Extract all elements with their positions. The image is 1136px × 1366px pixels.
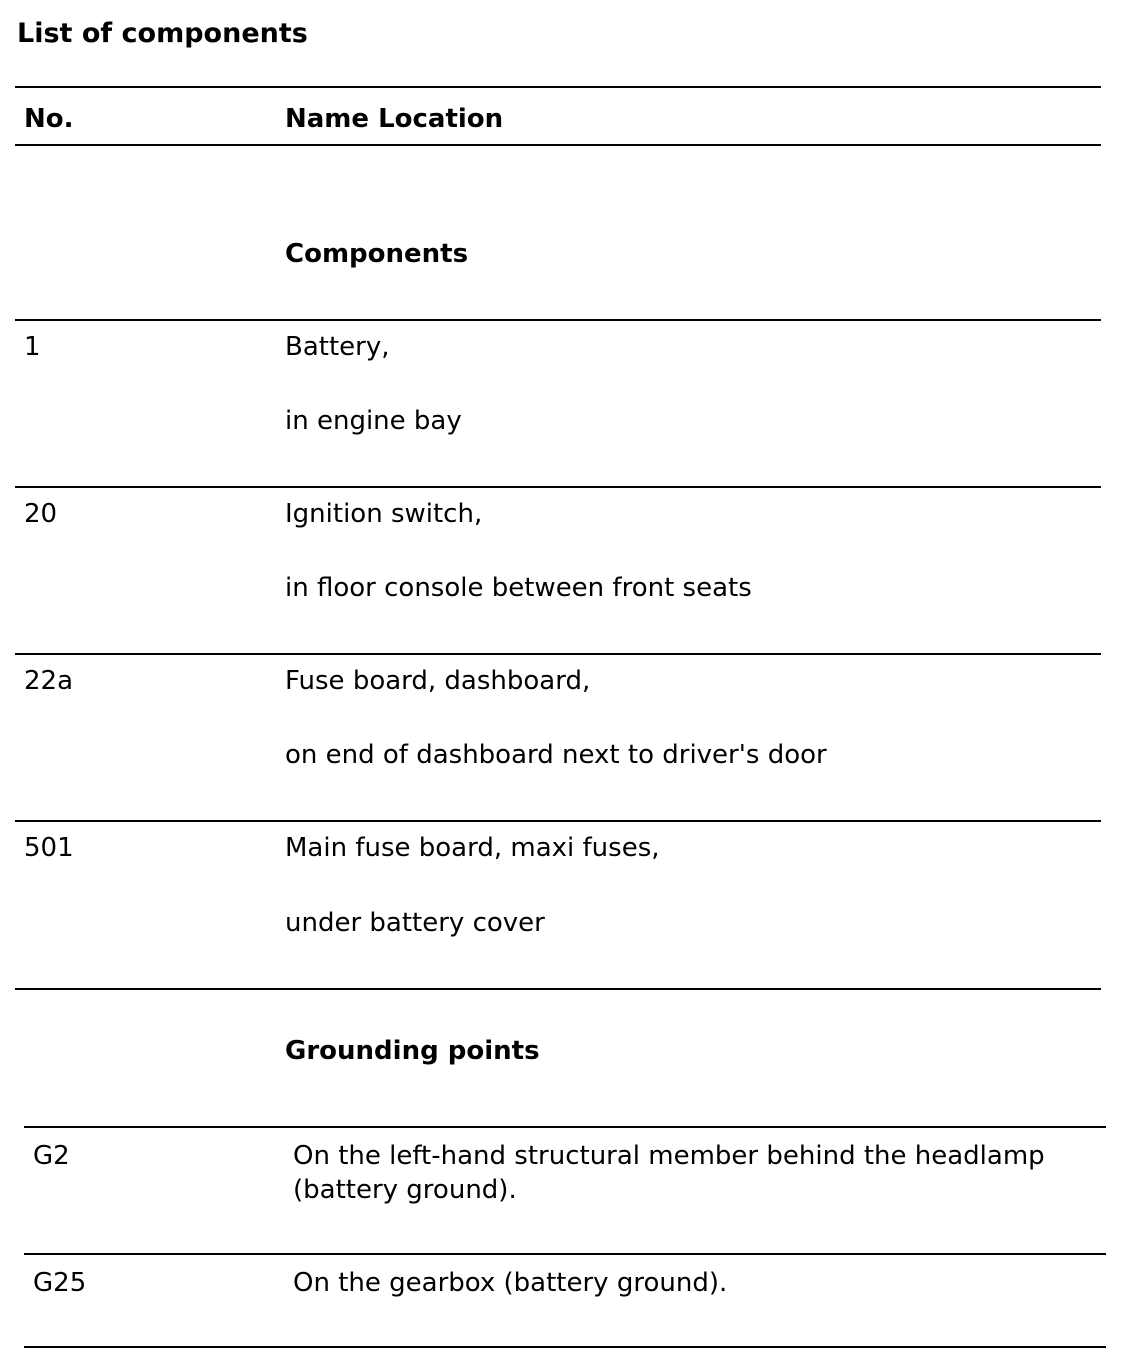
table-row-location: under battery cover [285, 908, 545, 938]
row-divider [15, 319, 1101, 321]
table-row-name: Battery, [285, 332, 390, 362]
table-row-description: On the left-hand structural member behind the headlamp (battery ground). [293, 1141, 1045, 1205]
page-title: List of components [17, 18, 308, 49]
table-row-name: Main fuse board, maxi fuses, [285, 833, 660, 863]
table-row-no: G25 [33, 1268, 87, 1298]
table-row-name: Fuse board, dashboard, [285, 666, 591, 696]
table-row-name: Ignition switch, [285, 499, 483, 529]
row-divider [15, 820, 1101, 822]
table-row-no: G2 [33, 1141, 70, 1171]
section-heading-grounding-points: Grounding points [285, 1036, 540, 1066]
table-row-location: in engine bay [285, 406, 462, 436]
table-row-description: On the gearbox (battery ground). [293, 1268, 728, 1298]
table-row-location: in floor console between front seats [285, 573, 752, 603]
row-divider [24, 1126, 1106, 1128]
row-divider [15, 988, 1101, 990]
section-heading-components: Components [285, 239, 469, 269]
table-row-no: 1 [24, 332, 41, 362]
column-header-name-location: Name Location [285, 104, 504, 134]
table-row-no: 20 [24, 499, 58, 529]
table-bottom-rule [24, 1346, 1106, 1348]
header-bottom-rule [15, 144, 1101, 146]
table-row-location: on end of dashboard next to driver's door [285, 740, 827, 770]
column-header-no: No. [24, 104, 74, 134]
table-row-no: 22a [24, 666, 74, 696]
row-divider [24, 1253, 1106, 1255]
row-divider [15, 653, 1101, 655]
row-divider [15, 486, 1101, 488]
table-row-no: 501 [24, 833, 74, 863]
table-top-rule [15, 86, 1101, 88]
